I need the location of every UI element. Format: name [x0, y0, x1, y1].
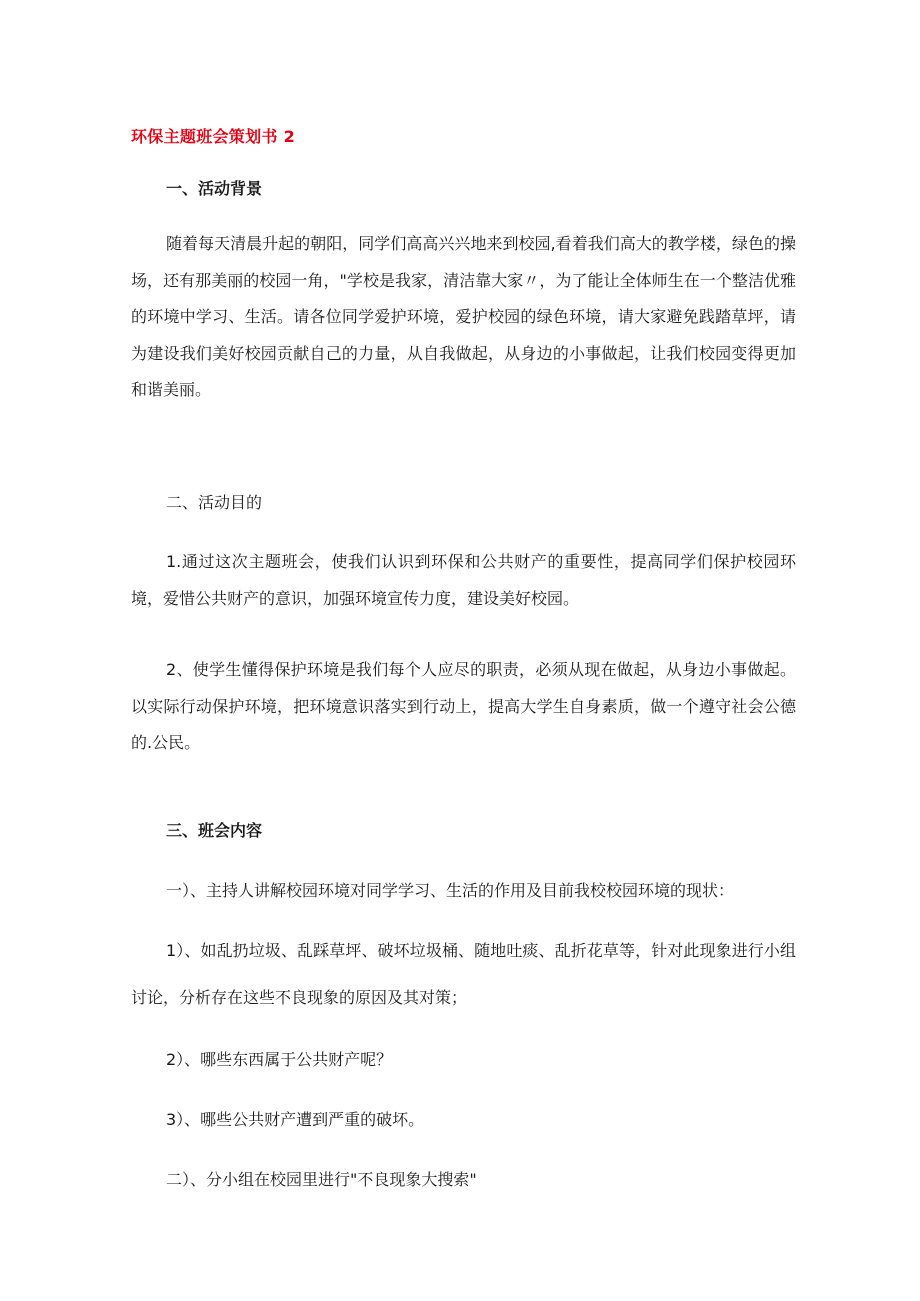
section-heading-background: 一、活动背景 [166, 179, 263, 198]
content-part-2: 二）、分小组在校园里进行"不良现象大搜索" [166, 1170, 477, 1189]
section-heading-content: 三、班会内容 [166, 821, 263, 840]
content-part-1: 一）、主持人讲解校园环境对同学学习、生活的作用及目前我校校园环境的现状： [166, 881, 735, 900]
content-sub-item-2: 2）、哪些东西属于公共财产呢？ [166, 1050, 393, 1069]
purpose-item-1: 1.通过这次主题班会，使我们认识到环保和公共财产的重要性，提高同学们保护校园环境，爱惜公共财产的意识，加强环境宣传力度，建设美好校园。 [131, 552, 796, 608]
content-sub-item-3: 3）、哪些公共财产遭到严重的破坏。 [166, 1110, 425, 1129]
section-heading-purpose: 二、活动目的 [166, 493, 263, 512]
purpose-item-2: 2、使学生懂得保护环境是我们每个人应尽的职责，必须从现在做起，从身边小事做起。以实际行动保护环境，把环境意识落实到行动上，提高大学生自身素质，做一个遵守社会公德的.公民。 [131, 660, 796, 752]
document-title: 环保主题班会策划书 2 [131, 127, 296, 146]
content-sub-item-1: 1）、如乱扔垃圾、乱踩草坪、破坏垃圾桶、随地吐痰、乱折花草等，针对此现象进行小组讨论，分析存在这些不良现象的原因及其对策； [131, 941, 796, 1007]
background-paragraph: 随着每天清晨升起的朝阳，同学们高高兴兴地来到校园,看着我们高大的教学楼，绿色的操场，还有那美丽的校园一角，"学校是我家，清洁靠大家〃，为了能让全体师生在一个整洁优雅的环境中学习、生活。请各位同学爱护环境，爱护校园的绿色环境，请大家避免践踏草坪，请为建设我们美好校园贡献自己的力量，从自我做起，从身边的小事做起，让我们校园变得更加和谐美丽。 [131, 234, 796, 399]
